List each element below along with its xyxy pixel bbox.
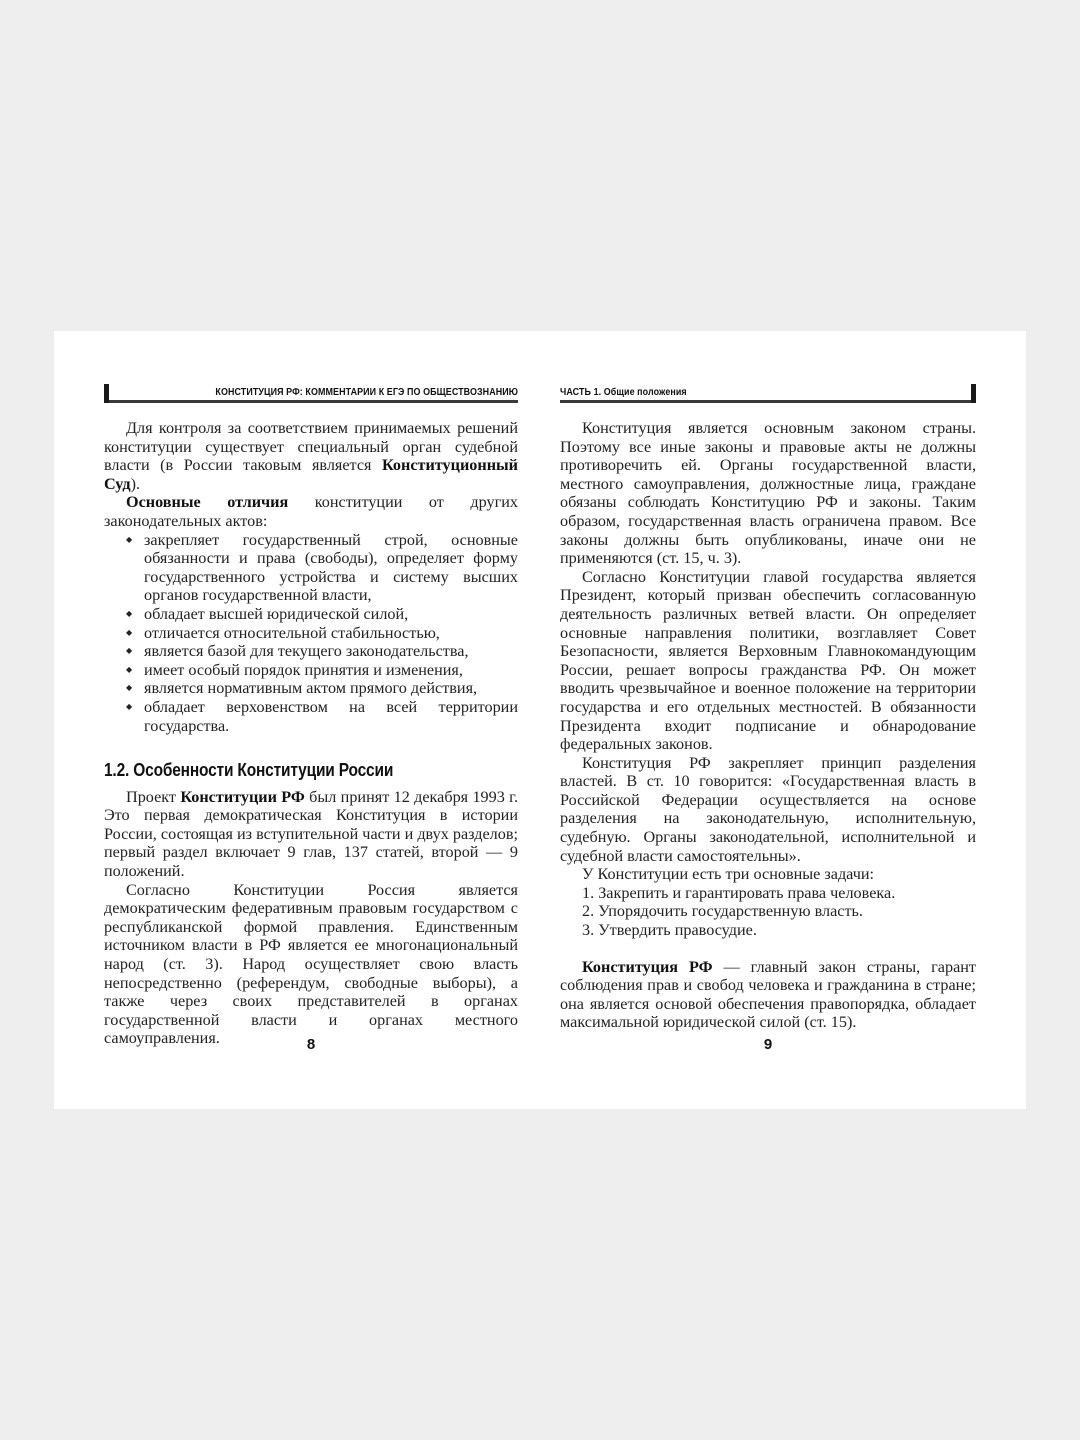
paragraph <box>104 493 518 530</box>
header-marker-bar <box>971 384 976 403</box>
section-heading: 1.2. Особенности Конституции России <box>104 760 394 781</box>
page-number: 9 <box>763 1036 773 1053</box>
paragraph <box>104 788 518 881</box>
paragraph-text: ). <box>130 474 140 493</box>
left-page <box>104 331 518 1109</box>
paragraph: Конституция является основным законом страны. Поэтому все иные законы и правовые акты не должны противоречить ей. Органы государственной власти, местного самоуправления, должностные лица, граждане обязаны соблюдать Конституцию РФ и законы. Таким образом, государственная власть ограничена правом. Все законы должны быть опубликованы, иначе они не применяются (ст. 15, ч. 3). <box>560 419 976 568</box>
list-item: 2. Упорядочить государственную власть. <box>582 902 863 921</box>
paragraph: Согласно Конституции главой государства является Президент, который призван обеспечить согласованную деятельность различных ветвей власти. Он определяет основные направления политики, возглавляет Совет Безопасности, является Верховным Главнокомандующим России, решает вопросы гражданства РФ. Он может вводить чрезвычайное и военное положение на территории государства и его отдельных местностей. В обязанности Президента входит подписание и обнародование федеральных законов. <box>560 567 976 754</box>
definition-paragraph <box>560 958 976 1032</box>
paragraph-text: Для контроля за соответствием принимаемых решений конституции существует специальный орган судебной власти (в России таковым является <box>104 419 518 475</box>
running-head-title: ЧАСТЬ 1. Общие положения <box>560 386 687 398</box>
paragraph-text: — главный закон страны, гарант соблюдения прав и свобод человека и гражданина в стране; она является основой обеспечения правопорядка, обладает максимальной юридической силой (ст. 15). <box>560 957 977 1032</box>
paragraph: Согласно Конституции Россия является демократическим федеративным правовым государством с республиканской формой правления. Единственным источником власти в РФ является ее многонациональный народ (ст. 3). Народ осуществляет свою власть непосредственно (референдум, свободные выборы), а также через своих представителей в органах государственной власти и органах местного самоуправления. <box>104 880 518 1048</box>
differences-list <box>104 531 518 736</box>
running-head-title: КОНСТИТУЦИЯ РФ: КОММЕНТАРИИ К ЕГЭ ПО ОБЩЕСТВОЗНАНИЮ <box>215 386 518 398</box>
paragraph <box>104 419 518 493</box>
right-page-body <box>560 419 976 1032</box>
spacer <box>560 940 976 958</box>
list-item: ◆ отличается относительной стабильностью, <box>126 624 518 643</box>
bold-term: Конституция РФ <box>582 957 713 976</box>
bold-term: Конституционный Суд <box>104 456 518 493</box>
running-head-right <box>560 383 976 403</box>
bold-term: Основные отличия <box>126 493 289 512</box>
list-item: ◆ является базой для текущего законодательства, <box>126 642 518 661</box>
list-item: ◆ обладает высшей юридической силой, <box>126 605 518 624</box>
tasks-list <box>560 884 976 940</box>
right-page <box>560 331 976 1109</box>
paragraph-text: конституции от других законодательных актов: <box>104 493 518 530</box>
book-spread <box>54 331 1026 1109</box>
list-item: ◆ обладает верховенством на всей территории государства. <box>126 698 518 735</box>
page-number: 8 <box>306 1036 316 1053</box>
paragraph-text: Проект <box>126 787 181 806</box>
bold-term: Конституции РФ <box>180 787 305 806</box>
left-page-body <box>104 419 518 1048</box>
list-item: 3. Утвердить правосудие. <box>582 921 757 940</box>
list-item: ◆ имеет особый порядок принятия и изменения, <box>126 661 518 680</box>
tasks-intro: У Конституции есть три основные задачи: <box>582 865 875 884</box>
header-marker-bar <box>104 384 109 403</box>
list-item: ◆ закрепляет государственный строй, основные обязанности и права (свободы), определяет форму государственного устройства и систему высших органов государственной власти, <box>126 531 518 605</box>
paragraph: Конституция РФ закрепляет принцип разделения властей. В ст. 10 говорится: «Государственная власть в Российской Федерации осуществляется на основе разделения на законодательную, исполнительную, судебную. Органы законодательной, исполнительной и судебной власти самостоятельны». <box>560 753 976 865</box>
list-item: ◆ является нормативным актом прямого действия, <box>126 679 518 698</box>
list-item: 1. Закрепить и гарантировать права человека. <box>582 883 896 902</box>
running-head-left <box>104 383 518 403</box>
paragraph-text: был принят 12 декабря 1993 г. Это первая демократическая Конституция в истории России, состоящая из вступительной части и двух разделов; первый раздел включает 9 глав, 137 статей, второй — 9 положений. <box>104 787 519 881</box>
